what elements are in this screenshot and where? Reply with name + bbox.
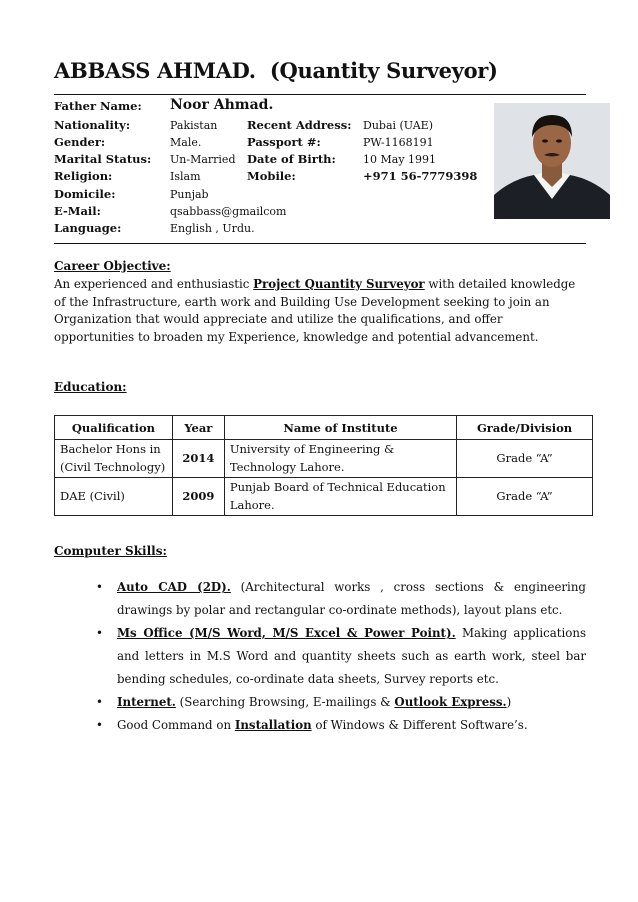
list-item	[96, 576, 586, 622]
table-header-row	[55, 416, 593, 440]
mobile-value: +971 56-7779398	[363, 169, 478, 183]
passport-label: Passport #:	[247, 135, 321, 149]
column-header-institute: Name of Institute	[224, 416, 456, 440]
father-name-value: Noor Ahmad.	[170, 97, 274, 113]
nationality-label: Nationality:	[54, 118, 131, 132]
career-objective-text	[54, 276, 586, 346]
list-item	[96, 714, 586, 737]
religion-label: Religion:	[54, 169, 113, 183]
career-highlight: Project Quantity Surveyor	[253, 277, 425, 291]
career-text-post: with detailed knowledge of the Infrastructure, earth work and Building Use Development seeking to join an Organization that would appreciate and utilize the qualifications, and offer opportunities to broaden my Experience, knowledge and potential advancement.	[54, 277, 576, 344]
list-item	[96, 691, 586, 714]
skill-title: Internet.	[117, 695, 176, 709]
info-divider	[54, 243, 586, 244]
recent-address-value: Dubai (UAE)	[363, 119, 434, 132]
institute-cell: University of Engineering & Technology Lahore.	[224, 440, 456, 478]
bullet-icon: •	[96, 626, 103, 640]
bullet-icon: •	[96, 695, 103, 709]
skill-description: Making applications and letters in M.S Word and quantity sheets such as earth work, steel bar bending schedules, co-ordinate data sheets, Survey reports etc.	[117, 626, 586, 686]
bullet-icon: •	[96, 718, 103, 732]
domicile-label: Domicile:	[54, 187, 116, 201]
education-heading: Education:	[54, 380, 127, 394]
skill-description-end: )	[506, 695, 512, 709]
qualification-cell: Bachelor Hons in (Civil Technology)	[55, 440, 173, 478]
skill-title: Installation	[234, 718, 312, 732]
grade-cell: Grade “A”	[457, 478, 593, 516]
language-value: English , Urdu.	[170, 222, 255, 235]
table-row	[55, 440, 593, 478]
person-portrait-icon	[494, 103, 610, 219]
skills-list	[96, 576, 586, 737]
list-item	[96, 622, 586, 691]
career-text-pre: An experienced and enthusiastic	[54, 277, 254, 291]
candidate-name: ABBASS AHMAD.	[54, 58, 256, 83]
date-of-birth-value: 10 May 1991	[363, 153, 437, 166]
grade-cell: Grade “A”	[457, 440, 593, 478]
table-row	[55, 478, 593, 516]
profile-photo	[494, 103, 610, 219]
institute-cell: Punjab Board of Technical Education Lahore.	[224, 478, 456, 516]
language-label: Language:	[54, 221, 122, 235]
year-cell: 2009	[172, 478, 224, 516]
skill-subtitle: Outlook Express.	[394, 695, 507, 709]
passport-value: PW-1168191	[363, 136, 434, 149]
mobile-label: Mobile:	[247, 169, 296, 183]
year-cell: 2014	[172, 440, 224, 478]
gender-label: Gender:	[54, 135, 106, 149]
domicile-value: Punjab	[170, 188, 209, 201]
column-header-year: Year	[172, 416, 224, 440]
skill-title: Auto CAD (2D).	[117, 580, 231, 594]
title-divider	[54, 94, 586, 95]
email-label: E-Mail:	[54, 204, 101, 218]
father-name-label: Father Name:	[54, 99, 142, 113]
marital-status-value: Un-Married	[170, 153, 236, 166]
skill-description-pre: Good Command on	[117, 718, 235, 732]
nationality-value: Pakistan	[170, 119, 218, 132]
column-header-qualification: Qualification	[55, 416, 173, 440]
marital-status-label: Marital Status:	[54, 152, 152, 166]
education-table	[54, 415, 593, 516]
page-title	[54, 58, 498, 83]
column-header-grade: Grade/Division	[457, 416, 593, 440]
gender-value: Male.	[170, 136, 202, 149]
email-value: qsabbass@gmailcom	[170, 205, 287, 218]
career-objective-heading: Career Objective:	[54, 259, 171, 273]
candidate-role: (Quantity Surveyor)	[269, 58, 498, 83]
bullet-icon: •	[96, 580, 103, 594]
date-of-birth-label: Date of Birth:	[247, 152, 336, 166]
skill-description: of Windows & Different Software’s.	[311, 718, 528, 732]
skill-description: (Searching Browsing, E-mailings &	[175, 695, 395, 709]
computer-skills-heading: Computer Skills:	[54, 544, 167, 558]
religion-value: Islam	[170, 170, 201, 183]
skill-title: Ms Office (M/S Word, M/S Excel & Power Point).	[117, 626, 456, 640]
skill-description: (Architectural works , cross sections & engineering drawings by polar and rectangular co-ordinate methods), layout plans etc.	[117, 580, 586, 617]
qualification-cell: DAE (Civil)	[55, 478, 173, 516]
recent-address-label: Recent Address:	[247, 118, 352, 132]
